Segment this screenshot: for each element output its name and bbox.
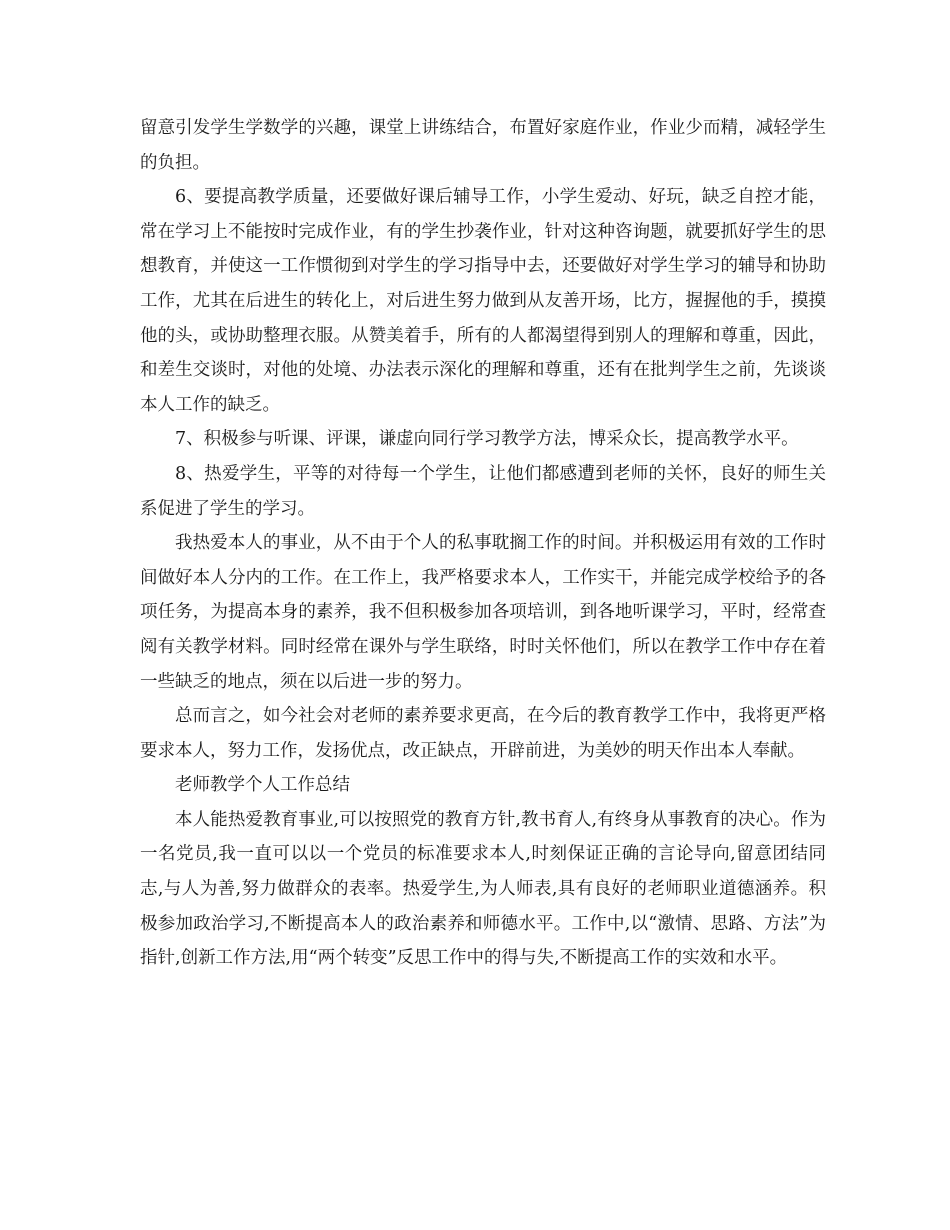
paragraph-item-6: 6、要提高教学质量，还要做好课后辅导工作，小学生爱动、好玩，缺乏自控才能，常在学习上不能按时完成作业，有的学生抄袭作业，针对这种咨询题，就要抓好学生的思想教育，并使这一工作惯彻到对学生的学习指导中去，还要做好对学生学习的辅导和协助工作，尤其在后进生的转化上，对后进生努力做到从友善开场，比方，握握他的手，摸摸他的头，或协助整理衣服。从赞美着手，所有的人都渴望得到别人的理解和尊重，因此，和差生交谈时，对他的处境、办法表示深化的理解和尊重，还有在批判学生之前，先谈谈本人工作的缺乏。 xyxy=(140,187,826,415)
paragraph-dedication: 我热爱本人的事业，从不由于个人的私事耽搁工作的时间。并积极运用有效的工作时间做好本人分内的工作。在工作上，我严格要求本人，工作实干，并能完成学校给予的各项任务，为提高本身的素养，我不但积极参加各项培训，到各地听课学习，平时，经常查阅有关教学材料。同时经常在课外与学生联络，时时关怀他们，所以在教学工作中存在着一些缺乏的地点，须在以后进一步的努力。 xyxy=(140,533,826,692)
paragraph-conclusion: 总而言之，如今社会对老师的素养要求更高，在今后的教育教学工作中，我将更严格要求本人，努力工作，发扬优点，改正缺点，开辟前进，为美妙的明天作出本人奉献。 xyxy=(140,706,826,761)
paragraph-item-7: 7、积极参与听课、评课，谦虚向同行学习教学方法，博采众长，提高教学水平。 xyxy=(175,429,799,450)
document-body xyxy=(140,111,826,976)
paragraph-summary-intro: 本人能热爱教育事业,可以按照党的教育方针,教书育人,有终身从事教育的决心。作为一名党员,我一直可以以一个党员的标准要求本人,时刻保证正确的言论导向,留意团结同志,与人为善,努力做群众的表率。热爱学生,为人师表,具有良好的老师职业道德涵养。积极参加政治学习,不断提高本人的政治素养和师德水平。工作中,以“激情、思路、方法”为指针,创新工作方法,用“两个转变”反思工作中的得与失,不断提高工作的实效和水平。 xyxy=(140,809,826,969)
section-title: 老师教学个人工作总结 xyxy=(175,775,350,796)
paragraph-continuation: 留意引发学生学数学的兴趣，课堂上讲练结合，布置好家庭作业，作业少而精，减轻学生的负担。 xyxy=(140,118,826,173)
paragraph-item-8: 8、热爱学生，平等的对待每一个学生，让他们都感遭到老师的关怀，良好的师生关系促进了学生的学习。 xyxy=(140,463,826,519)
